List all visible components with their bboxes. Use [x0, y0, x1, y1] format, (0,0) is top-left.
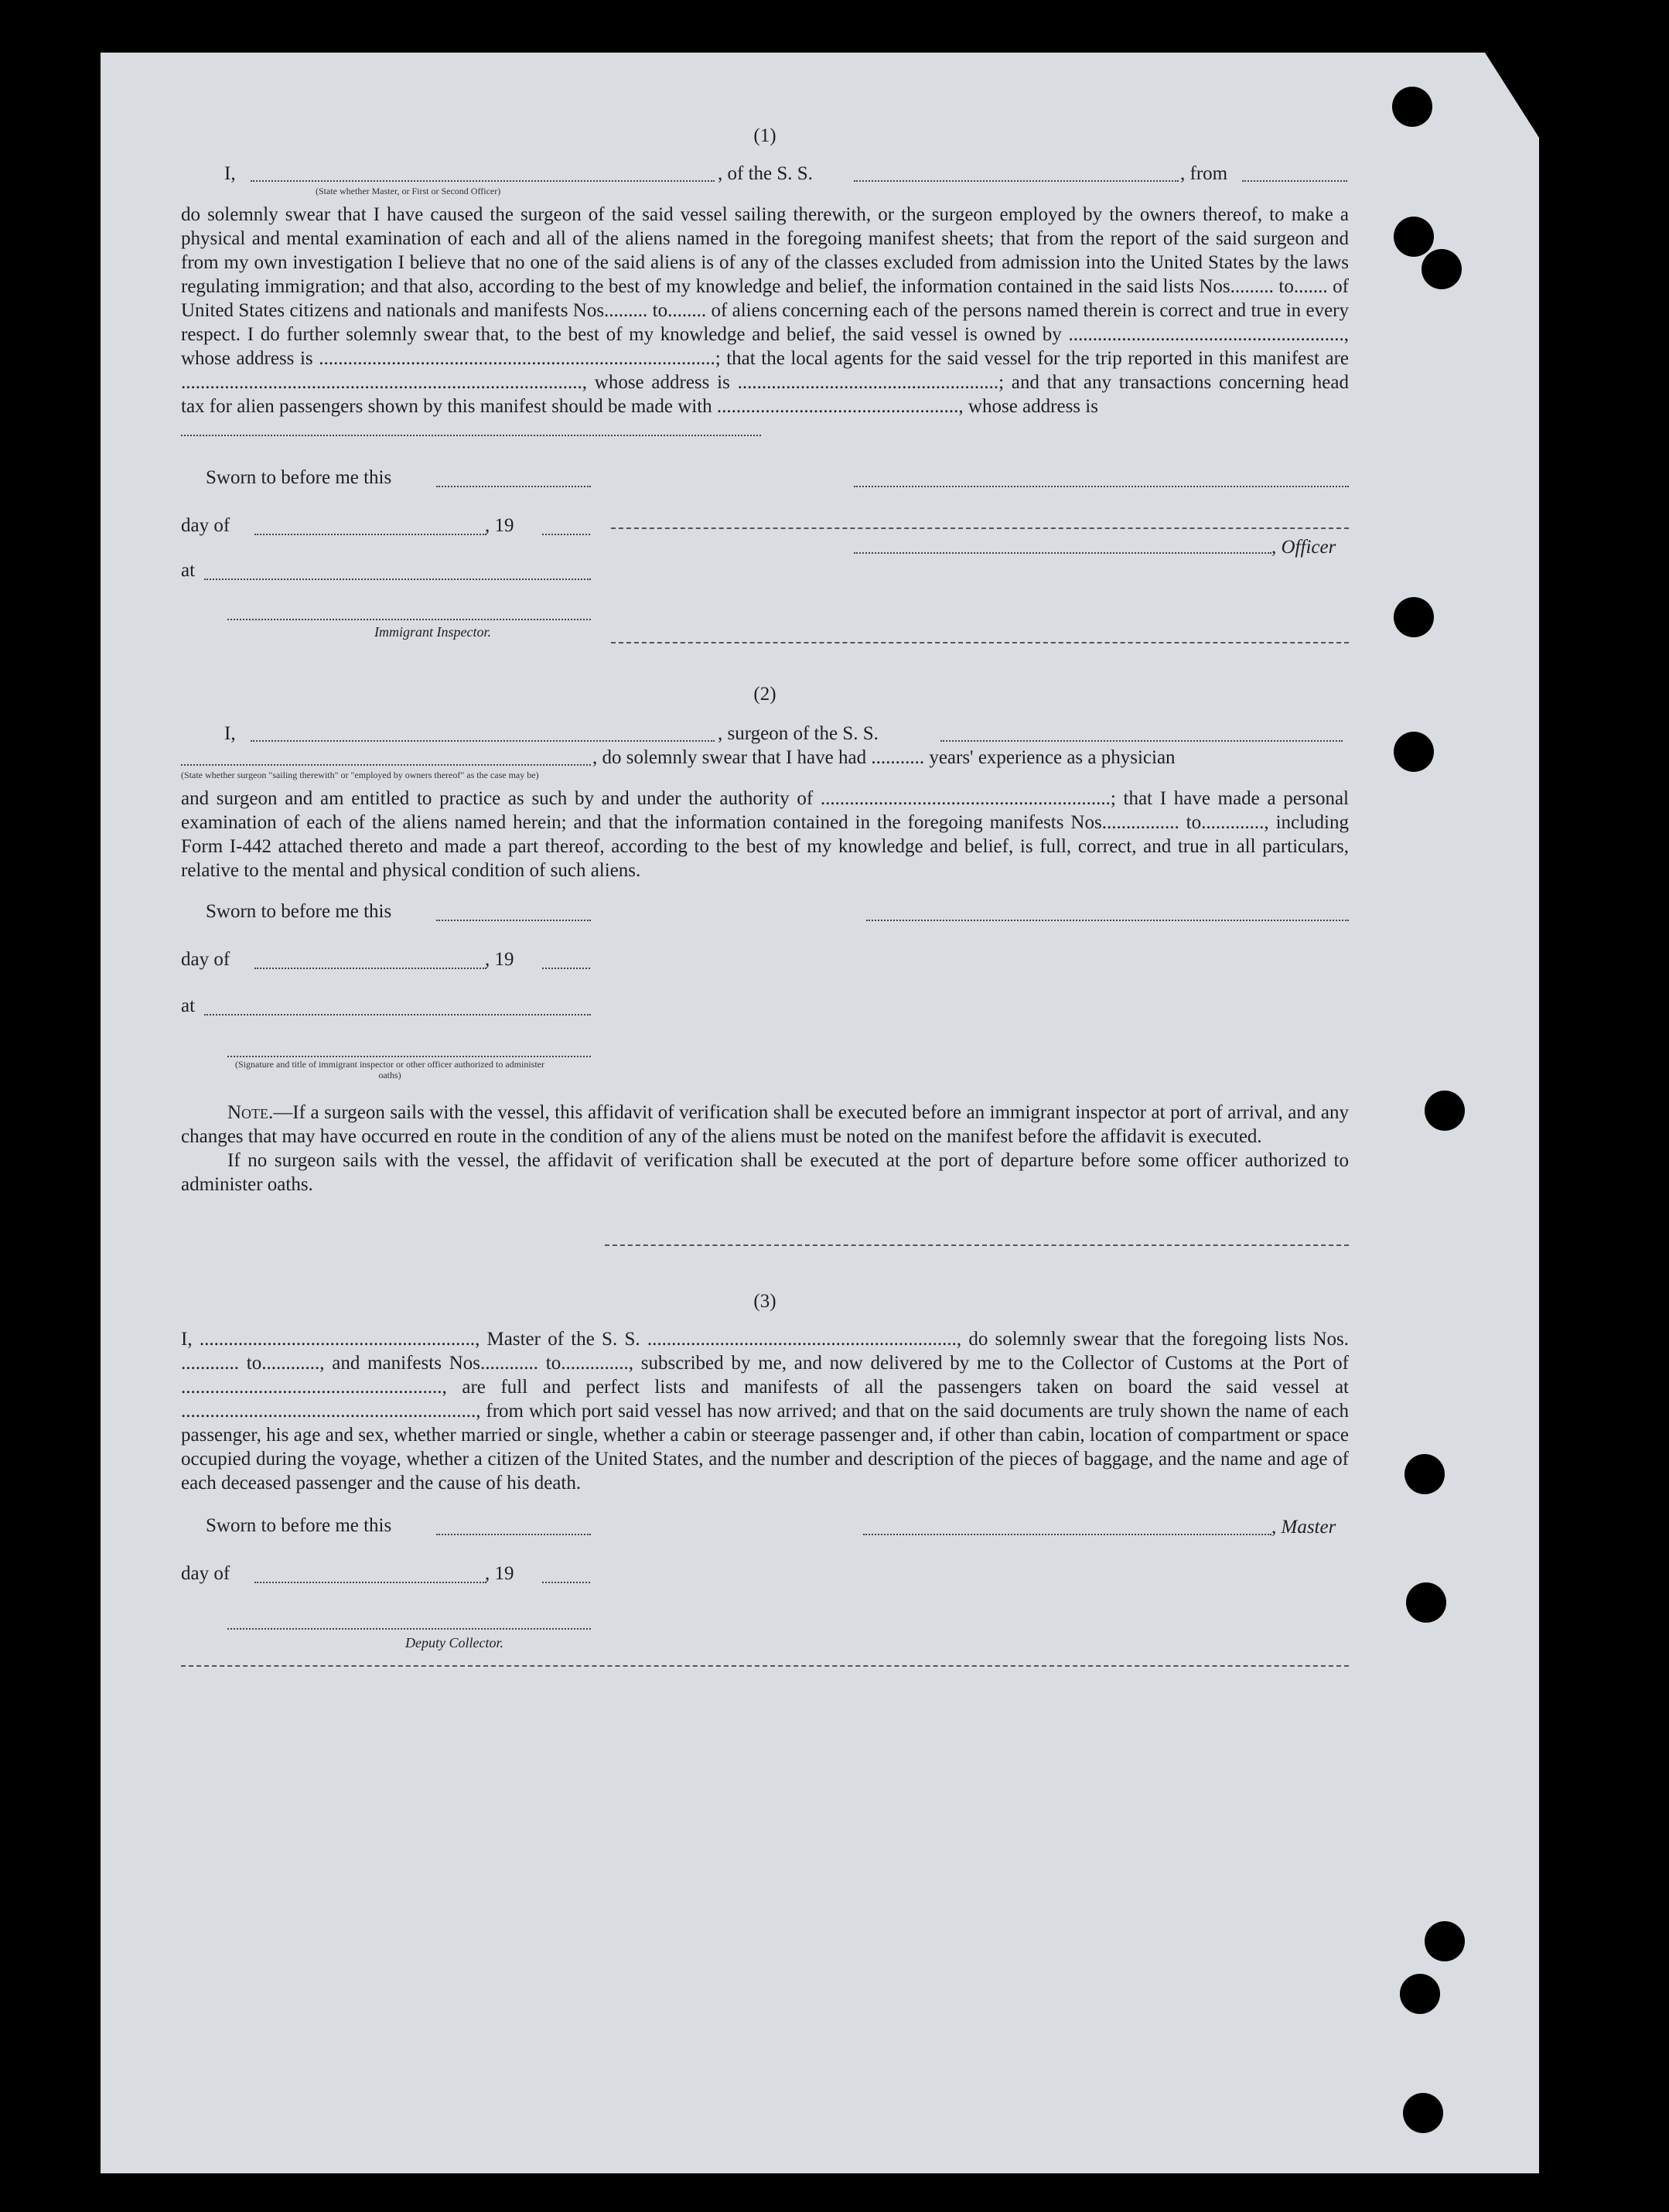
address-blank — [181, 419, 761, 436]
section-number: (2) — [753, 684, 776, 705]
divider — [611, 640, 1349, 643]
day-label: day of — [181, 515, 230, 536]
day-blank — [254, 966, 486, 969]
sworn-block — [181, 1514, 1349, 1668]
master-label: , Master — [1271, 1517, 1336, 1538]
punch-hole — [1394, 597, 1434, 637]
line-label: I, — [224, 163, 236, 184]
sworn-label: Sworn to before me this — [206, 1515, 392, 1536]
sworn-block — [181, 466, 1349, 643]
day-blank — [254, 532, 486, 535]
note-paragraph-2: If no surgeon sails with the vessel, the affidavit of verification shall be executed at the port of departure before some officer authorized to administer oaths. — [181, 1150, 1349, 1195]
section-number: (3) — [753, 1291, 776, 1312]
section-2 — [181, 682, 1349, 1289]
collector-blank — [227, 1627, 591, 1630]
officer-blank — [854, 551, 1271, 554]
year-blank — [542, 532, 590, 535]
sworn-blank — [436, 484, 591, 487]
state-note: (State whether surgeon "sailing therewith" or "employed by owners thereof" as the case may be) — [181, 770, 539, 780]
master-line — [181, 162, 1349, 186]
ship-blank — [854, 165, 1179, 182]
sworn-blank — [436, 1532, 591, 1535]
year-label: , 19 — [485, 1563, 514, 1584]
divider — [605, 1243, 1349, 1246]
punch-hole — [1394, 217, 1434, 257]
section-number: (1) — [753, 125, 776, 146]
divider — [181, 1664, 1349, 1667]
inspector-label: Immigrant Inspector. — [374, 624, 491, 640]
signature-blank — [854, 484, 1349, 487]
at-label: at — [181, 995, 196, 1016]
punch-hole — [1425, 1921, 1465, 1961]
surgeon-line — [181, 722, 1349, 746]
divider — [611, 526, 1349, 529]
collector-label: Deputy Collector. — [405, 1635, 503, 1650]
sworn-label: Sworn to before me this — [206, 467, 392, 488]
section-body: and surgeon and am entitled to practice as such by and under the authority of ............................................................; that I have made a personal examination of each of the aliens named herein; and that the information contained in the foregoing manifests Nos................ to............., including Form I-442 attached thereto and made a part thereof, according to the best of my knowledge and belief, is full, correct, and true in all particulars, relative to the mental and physical condition of such aliens. — [181, 788, 1349, 881]
line-label: , surgeon of the S. S. — [718, 723, 879, 744]
year-blank — [542, 1580, 590, 1583]
day-blank — [254, 1580, 486, 1583]
at-blank — [204, 577, 591, 580]
affidavit-content — [181, 124, 1349, 1668]
signature-line — [227, 1054, 591, 1057]
at-blank — [204, 1012, 591, 1016]
officer-label: , Officer — [1271, 537, 1336, 558]
at-label: at — [181, 560, 196, 581]
sworn-block — [181, 899, 1349, 1101]
year-label: , 19 — [485, 949, 514, 970]
punch-hole — [1394, 732, 1434, 772]
state-note: (State whether Master, or First or Second Officer) — [316, 186, 501, 196]
day-label: day of — [181, 1563, 230, 1584]
signature-note: (Signature and title of immigrant inspector or other officer authorized to administer oaths) — [235, 1059, 544, 1080]
sworn-label: Sworn to before me this — [206, 901, 392, 922]
name-blank — [251, 725, 715, 742]
experience-line — [181, 746, 1349, 770]
punch-hole — [1404, 1454, 1445, 1494]
status-blank — [181, 749, 591, 766]
note-text: —If a surgeon sails with the vessel, this affidavit of verification shall be executed before an immigrant inspector at port of arrival, and any changes that may have occurred en route in the condition of any of the aliens must be noted on the manifest before the affidavit is executed. — [181, 1102, 1349, 1147]
note-paragraph — [181, 1101, 1349, 1149]
punch-hole — [1425, 1091, 1465, 1131]
name-blank — [251, 165, 715, 182]
section-body: I, ........................................................., Master of the S. S. ................................................................, do solemnly swear that the foregoing lists Nos. ............ to............, and manifests Nos............ to.............., subscribed by me, and now delivered by me to the Collector of Customs at the Port of ......................................................, are full and perfect lists and manifests of all the passengers taken on board the said vessel at ............................................................., from which port said vessel has now arrived; and that on the said documents are truly shown the name of each passenger, his age and sex, whether married or single, whether a cabin or steerage passenger and, if other than cabin, location of compartment or space occupied during the voyage, whether a citizen of the United States, and the number and description of the pieces of baggage, and the name and age of each deceased passenger and the cause of his death. — [181, 1329, 1349, 1493]
line-label: , from — [1180, 163, 1228, 184]
ship-blank — [940, 725, 1343, 742]
punch-hole — [1406, 1582, 1446, 1623]
punch-hole — [1392, 87, 1432, 127]
note-label: Note. — [227, 1102, 274, 1123]
year-label: , 19 — [485, 515, 514, 536]
year-blank — [542, 966, 590, 969]
line-text: , do solemnly swear that I have had ........... years' experience as a physician — [592, 747, 1176, 768]
signature-blank — [866, 918, 1349, 921]
sworn-blank — [436, 918, 591, 921]
punch-hole — [1400, 1974, 1440, 2014]
day-label: day of — [181, 949, 230, 970]
line-label: I, — [224, 723, 236, 744]
master-blank — [863, 1532, 1271, 1535]
section-3 — [181, 1289, 1349, 1668]
section-body: do solemnly swear that I have caused the surgeon of the said vessel sailing therewith, or the surgeon employed by the owners thereof, to make a physical and mental examination of each and all of the aliens named in the foregoing manifest sheets; that from the report of the said surgeon and from my own investigation I believe that no one of the said aliens is of any of the classes excluded from admission into the United States by the laws regulating immigration; and that also, according to the best of my knowledge and belief, the information contained in the said lists Nos......... to....... of United States citizens and nationals and manifests Nos......... to........ of aliens concerning each of the persons named therein is correct and true in every respect. I do further solemnly swear that, to the best of my knowledge and belief, the said vessel is owned by ........................................................., whose address is ..................................................................................; that the local agents for the said vessel for the trip reported in this manifest are ..................................................................................., whose address is ......................................................; and that any transactions concerning head tax for alien passengers shown by this manifest should be made with .................................................., whose address is — [181, 204, 1349, 417]
punch-hole — [1422, 249, 1462, 289]
from-blank — [1242, 165, 1347, 182]
divider-block — [181, 1196, 1349, 1289]
line-label: , of the S. S. — [718, 163, 813, 184]
section-1 — [181, 124, 1349, 643]
punch-hole — [1403, 2093, 1443, 2133]
